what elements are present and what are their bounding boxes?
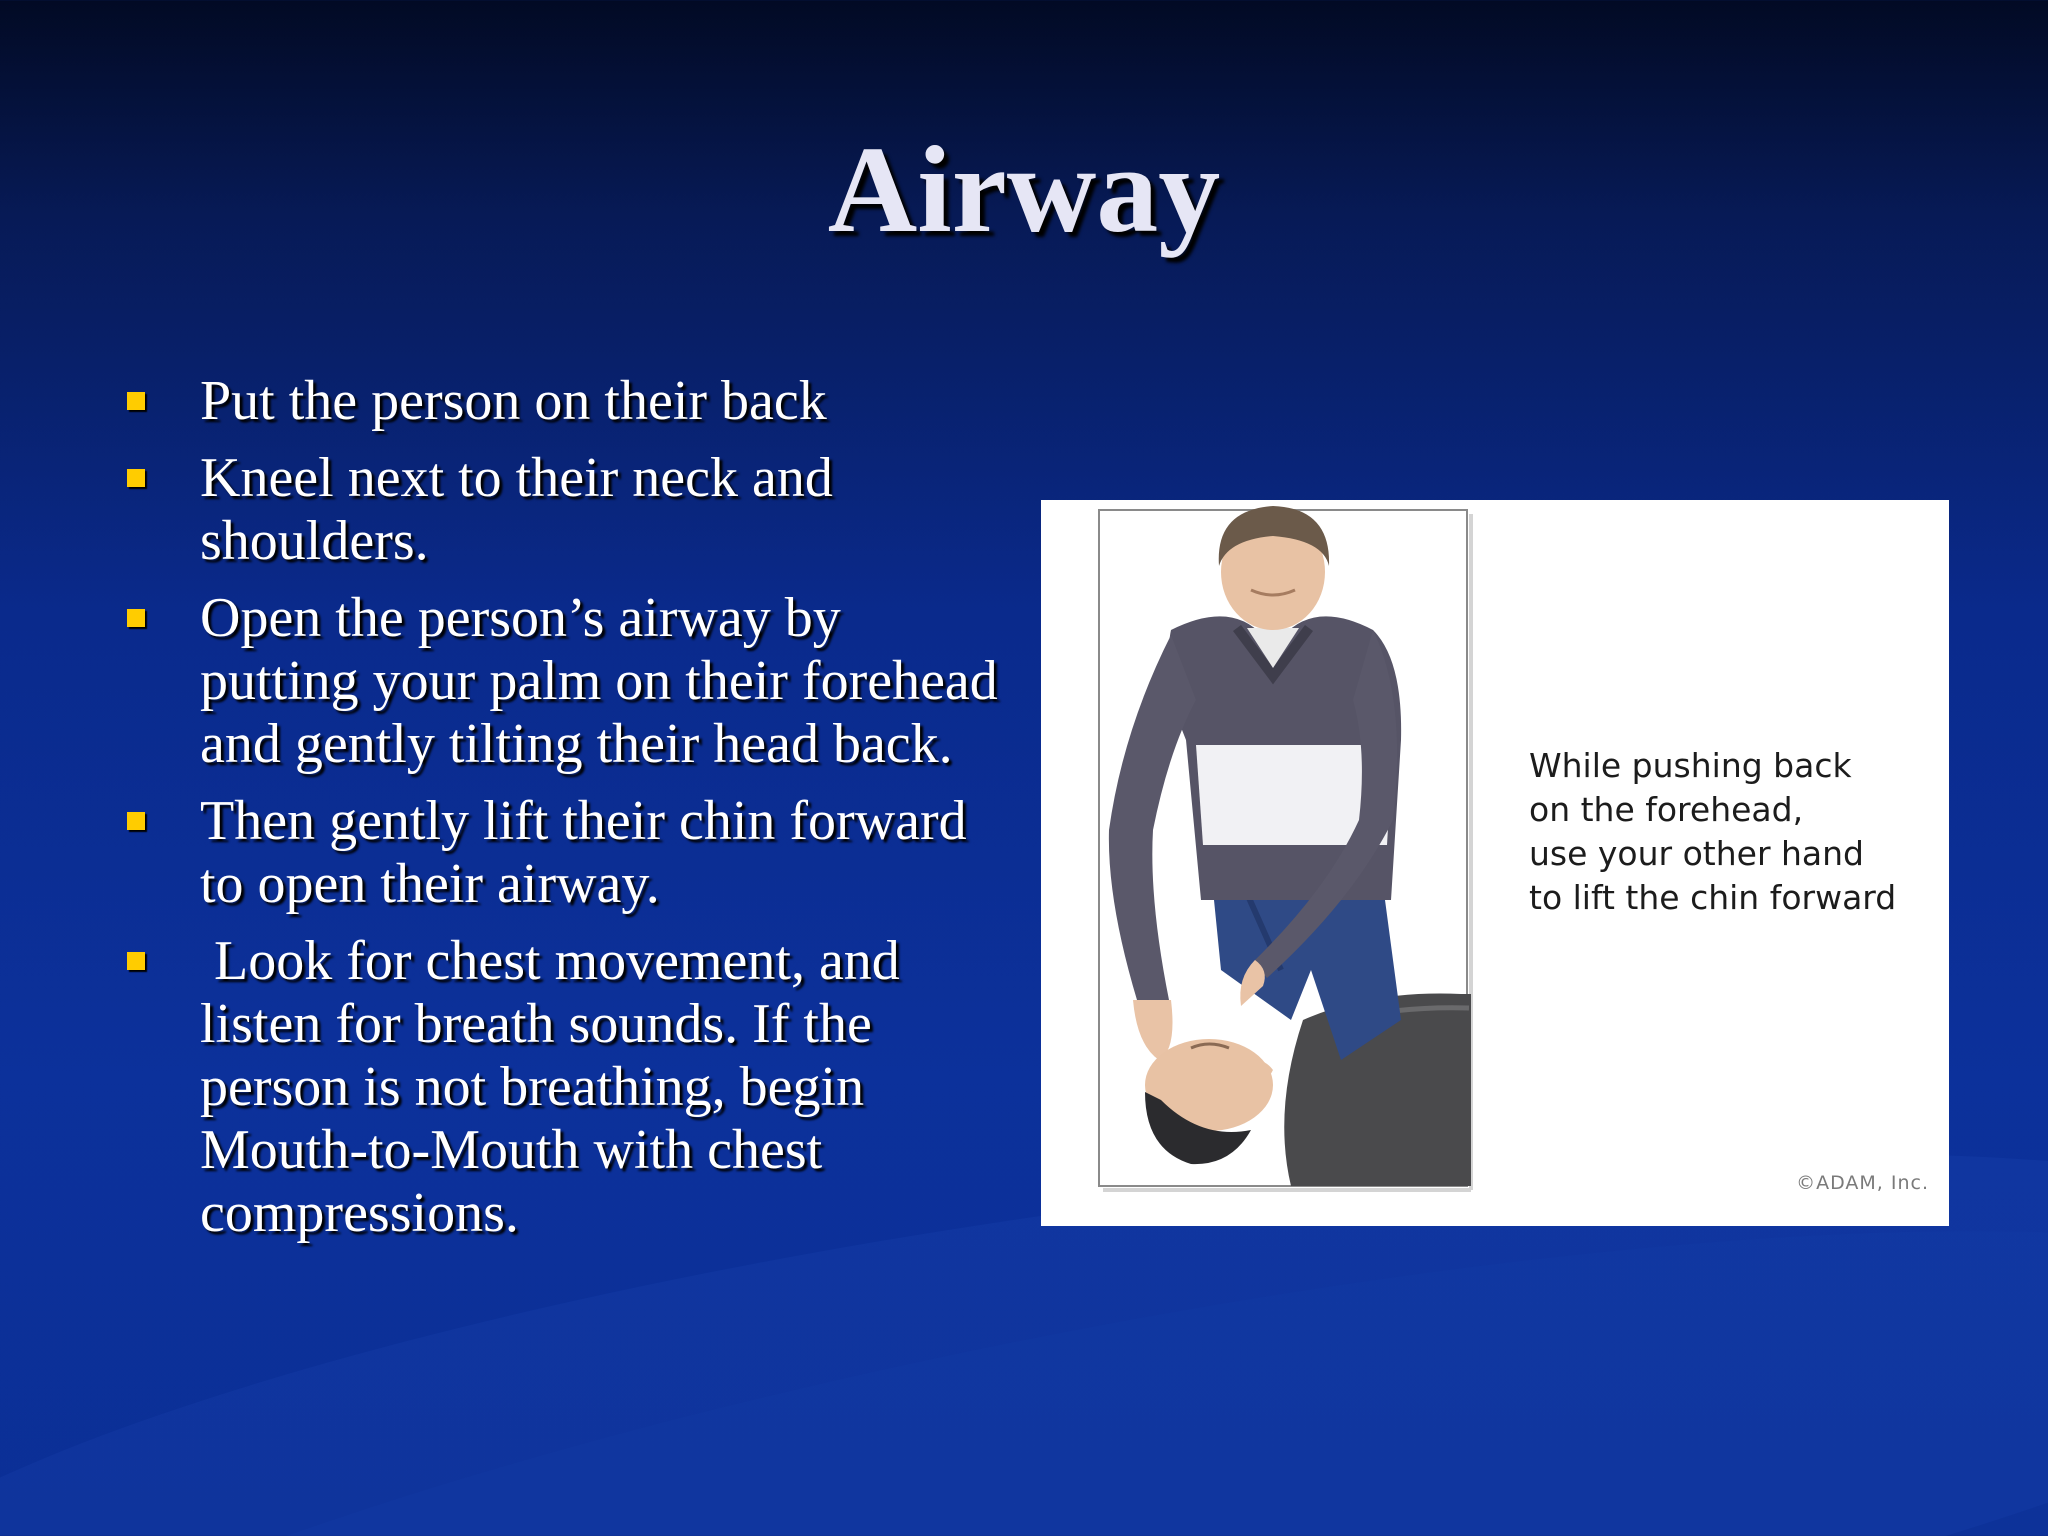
cpr-illustration (1041, 500, 1949, 1226)
bullet-list (124, 370, 1004, 1245)
slide-title: Airway (827, 121, 1221, 258)
bullet-text: Look for chest movement, and listen for breath sounds. If the person is not breathing, begin Mouth-to-Mouth with chest compressions. (200, 930, 914, 1244)
square-bullet-icon (127, 469, 145, 487)
bullet-text: Then gently lift their chin forward to open their airway. (200, 790, 967, 915)
square-bullet-icon (127, 392, 145, 410)
copyright-credit: ©ADAM, Inc. (1796, 1172, 1929, 1194)
bullet-text: Kneel next to their neck and shoulders. (200, 447, 833, 572)
square-bullet-icon (127, 609, 145, 627)
figure-caption: While pushing back on the forehead, use your other hand to lift the chin forward (1529, 746, 1897, 917)
square-bullet-icon (127, 812, 145, 830)
bullet-item (124, 587, 1004, 776)
bullet-item (124, 930, 1004, 1245)
bullet-item (124, 370, 1004, 433)
bullet-text: Put the person on their back (200, 370, 827, 432)
bullet-text: Open the person’s airway by putting your palm on their forehead and gently tilting their head back. (200, 587, 998, 775)
bullet-item (124, 790, 1004, 916)
square-bullet-icon (127, 952, 145, 970)
bullet-item (124, 447, 1004, 573)
